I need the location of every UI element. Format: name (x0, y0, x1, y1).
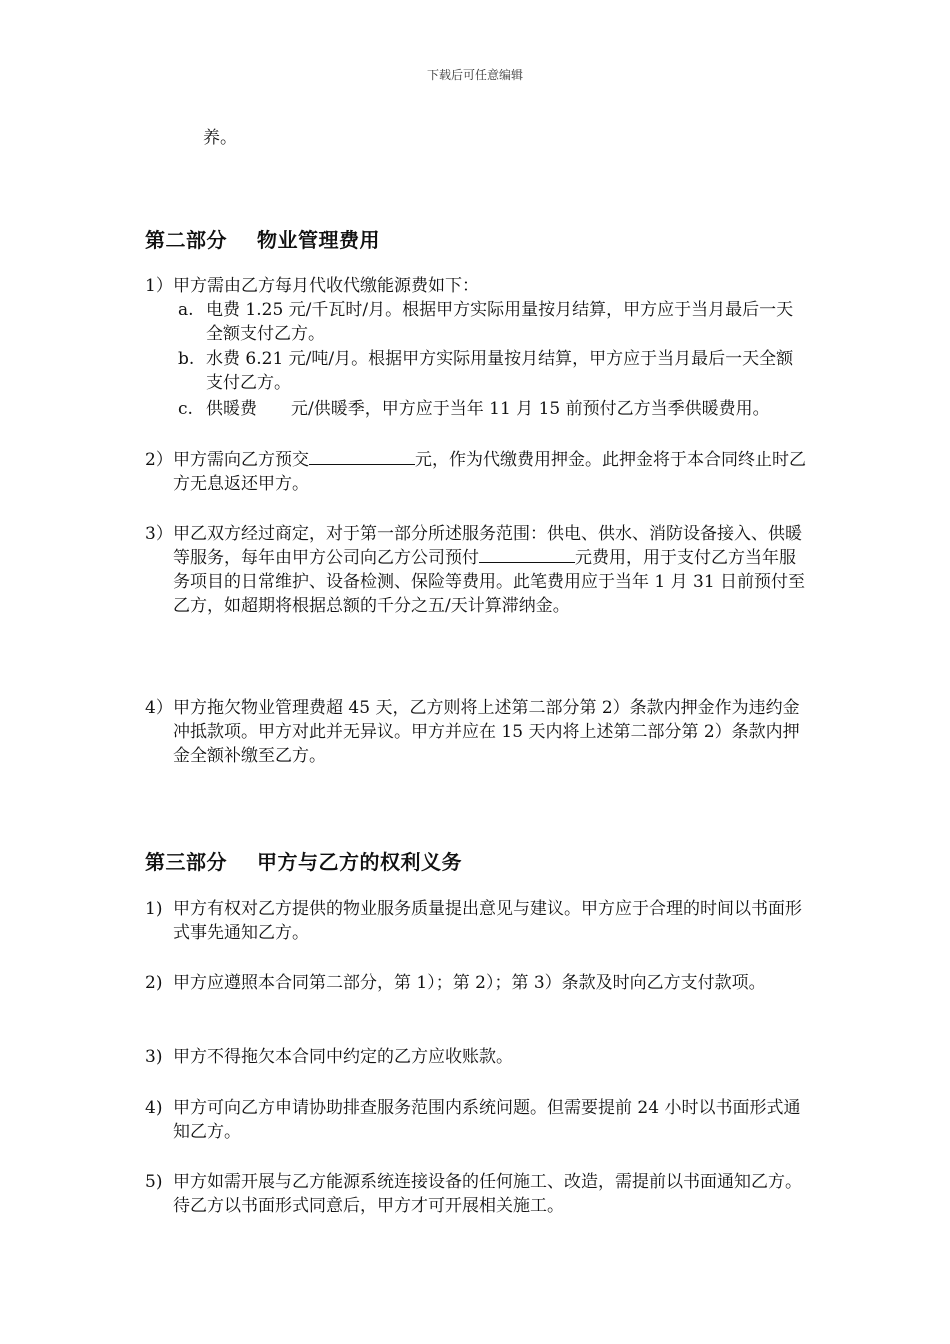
heating-terms: 元/供暖季，甲方应于当年 11 月 15 前预付乙方当季供暖费用。 (291, 399, 770, 419)
clause-text: 甲方不得拖欠本合同中约定的乙方应收账款。 (173, 1047, 513, 1067)
subclause-text (178, 397, 818, 421)
clause-number: 1） (145, 276, 173, 296)
section-label: 第三部分 (145, 850, 227, 874)
subclause-text: 电费 1.25 元/千瓦时/月。根据甲方实际用量按月结算，甲方应于当月最后一天全额支付乙方。 (206, 300, 794, 344)
subclause-text: 水费 6.21 元/吨/月。根据甲方实际用量按月结算，甲方应于当月最后一天全额支付乙方。 (206, 349, 794, 393)
section-title: 物业管理费用 (257, 228, 380, 252)
clause-2-4 (145, 696, 810, 768)
subclause-c (178, 397, 818, 421)
clause-text: 甲方可向乙方申请协助排查服务范围内系统问题。但需要提前 24 小时以书面形式通知乙方。 (173, 1098, 801, 1142)
subclause-a (178, 298, 810, 346)
clause-text: 甲方拖欠物业管理费超 45 天，乙方则将上述第二部分第 2）条款内押金作为违约金冲抵款项。甲方对此并无异议。甲方并应在 15 天内将上述第二部分第 2）条款内押金全额补缴至乙方。 (173, 698, 800, 766)
clause-3-3 (145, 1045, 810, 1069)
clause-text (145, 448, 810, 496)
clause-2-3 (145, 522, 810, 618)
continuation-text: 养。 (203, 128, 237, 148)
clause-3-5 (145, 1170, 810, 1218)
clause-number: 2) (145, 973, 163, 993)
section-label: 第二部分 (145, 228, 227, 252)
clause-text: 甲方如需开展与乙方能源系统连接设备的任何施工、改造，需提前以书面通知乙方。待乙方以书面形式同意后，甲方才可开展相关施工。 (173, 1172, 802, 1216)
clause-number: 3) (145, 1047, 163, 1067)
clause-number: 1) (145, 899, 163, 919)
prepay-text-b: 元费用，用于支付乙方当年服务项目的日常维护、设备检测、保险等费用。此笔费用应于当年 1 月 31 日前预付至乙方，如超期将根据总额的千分之五/天计算滞纳金。 (173, 548, 806, 616)
clause-3-4 (145, 1096, 810, 1144)
heating-label: 供暖费 (206, 399, 257, 419)
subclause-letter: b. (178, 349, 195, 369)
clause-text: 甲方需由乙方每月代收代缴能源费如下： (173, 276, 479, 296)
clause-2-1 (145, 274, 810, 298)
section-heading-part3 (145, 846, 462, 875)
clause-2-2 (145, 448, 810, 496)
clause-number: 4） (145, 698, 173, 718)
clause-number: 3） (145, 524, 173, 544)
clause-text: 甲方有权对乙方提供的物业服务质量提出意见与建议。甲方应于合理的时间以书面形式事先通知乙方。 (173, 899, 802, 943)
clause-number: 4) (145, 1098, 163, 1118)
deposit-blank[interactable] (309, 448, 415, 465)
clause-text (145, 522, 810, 618)
prepay-blank[interactable] (479, 546, 575, 563)
prepay-text-a: 甲乙双方经过商定，对于第一部分所述服务范围：供电、供水、消防设备接入、供暖等服务，每年由甲方公司向乙方公司预付 (173, 524, 802, 568)
subclause-b (178, 347, 810, 395)
deposit-text-a: 甲方需向乙方预交 (173, 450, 309, 470)
subclause-letter: c. (178, 399, 193, 419)
page-header: 下载后可任意编辑 (426, 68, 523, 82)
clause-text: 甲方应遵照本合同第二部分，第 1）；第 2）；第 3）条款及时向乙方支付款项。 (173, 973, 766, 993)
subclause-letter: a. (178, 300, 194, 320)
section-heading-part2 (145, 224, 380, 253)
clause-3-1 (145, 897, 810, 945)
clause-3-2 (145, 971, 810, 995)
section-title: 甲方与乙方的权利义务 (257, 850, 462, 874)
clause-number: 2） (145, 450, 173, 470)
clause-number: 5) (145, 1172, 163, 1192)
deposit-text-b: 元，作为代缴费用押金。此押金将于本合同终止时乙方无息返还甲方。 (173, 450, 806, 494)
